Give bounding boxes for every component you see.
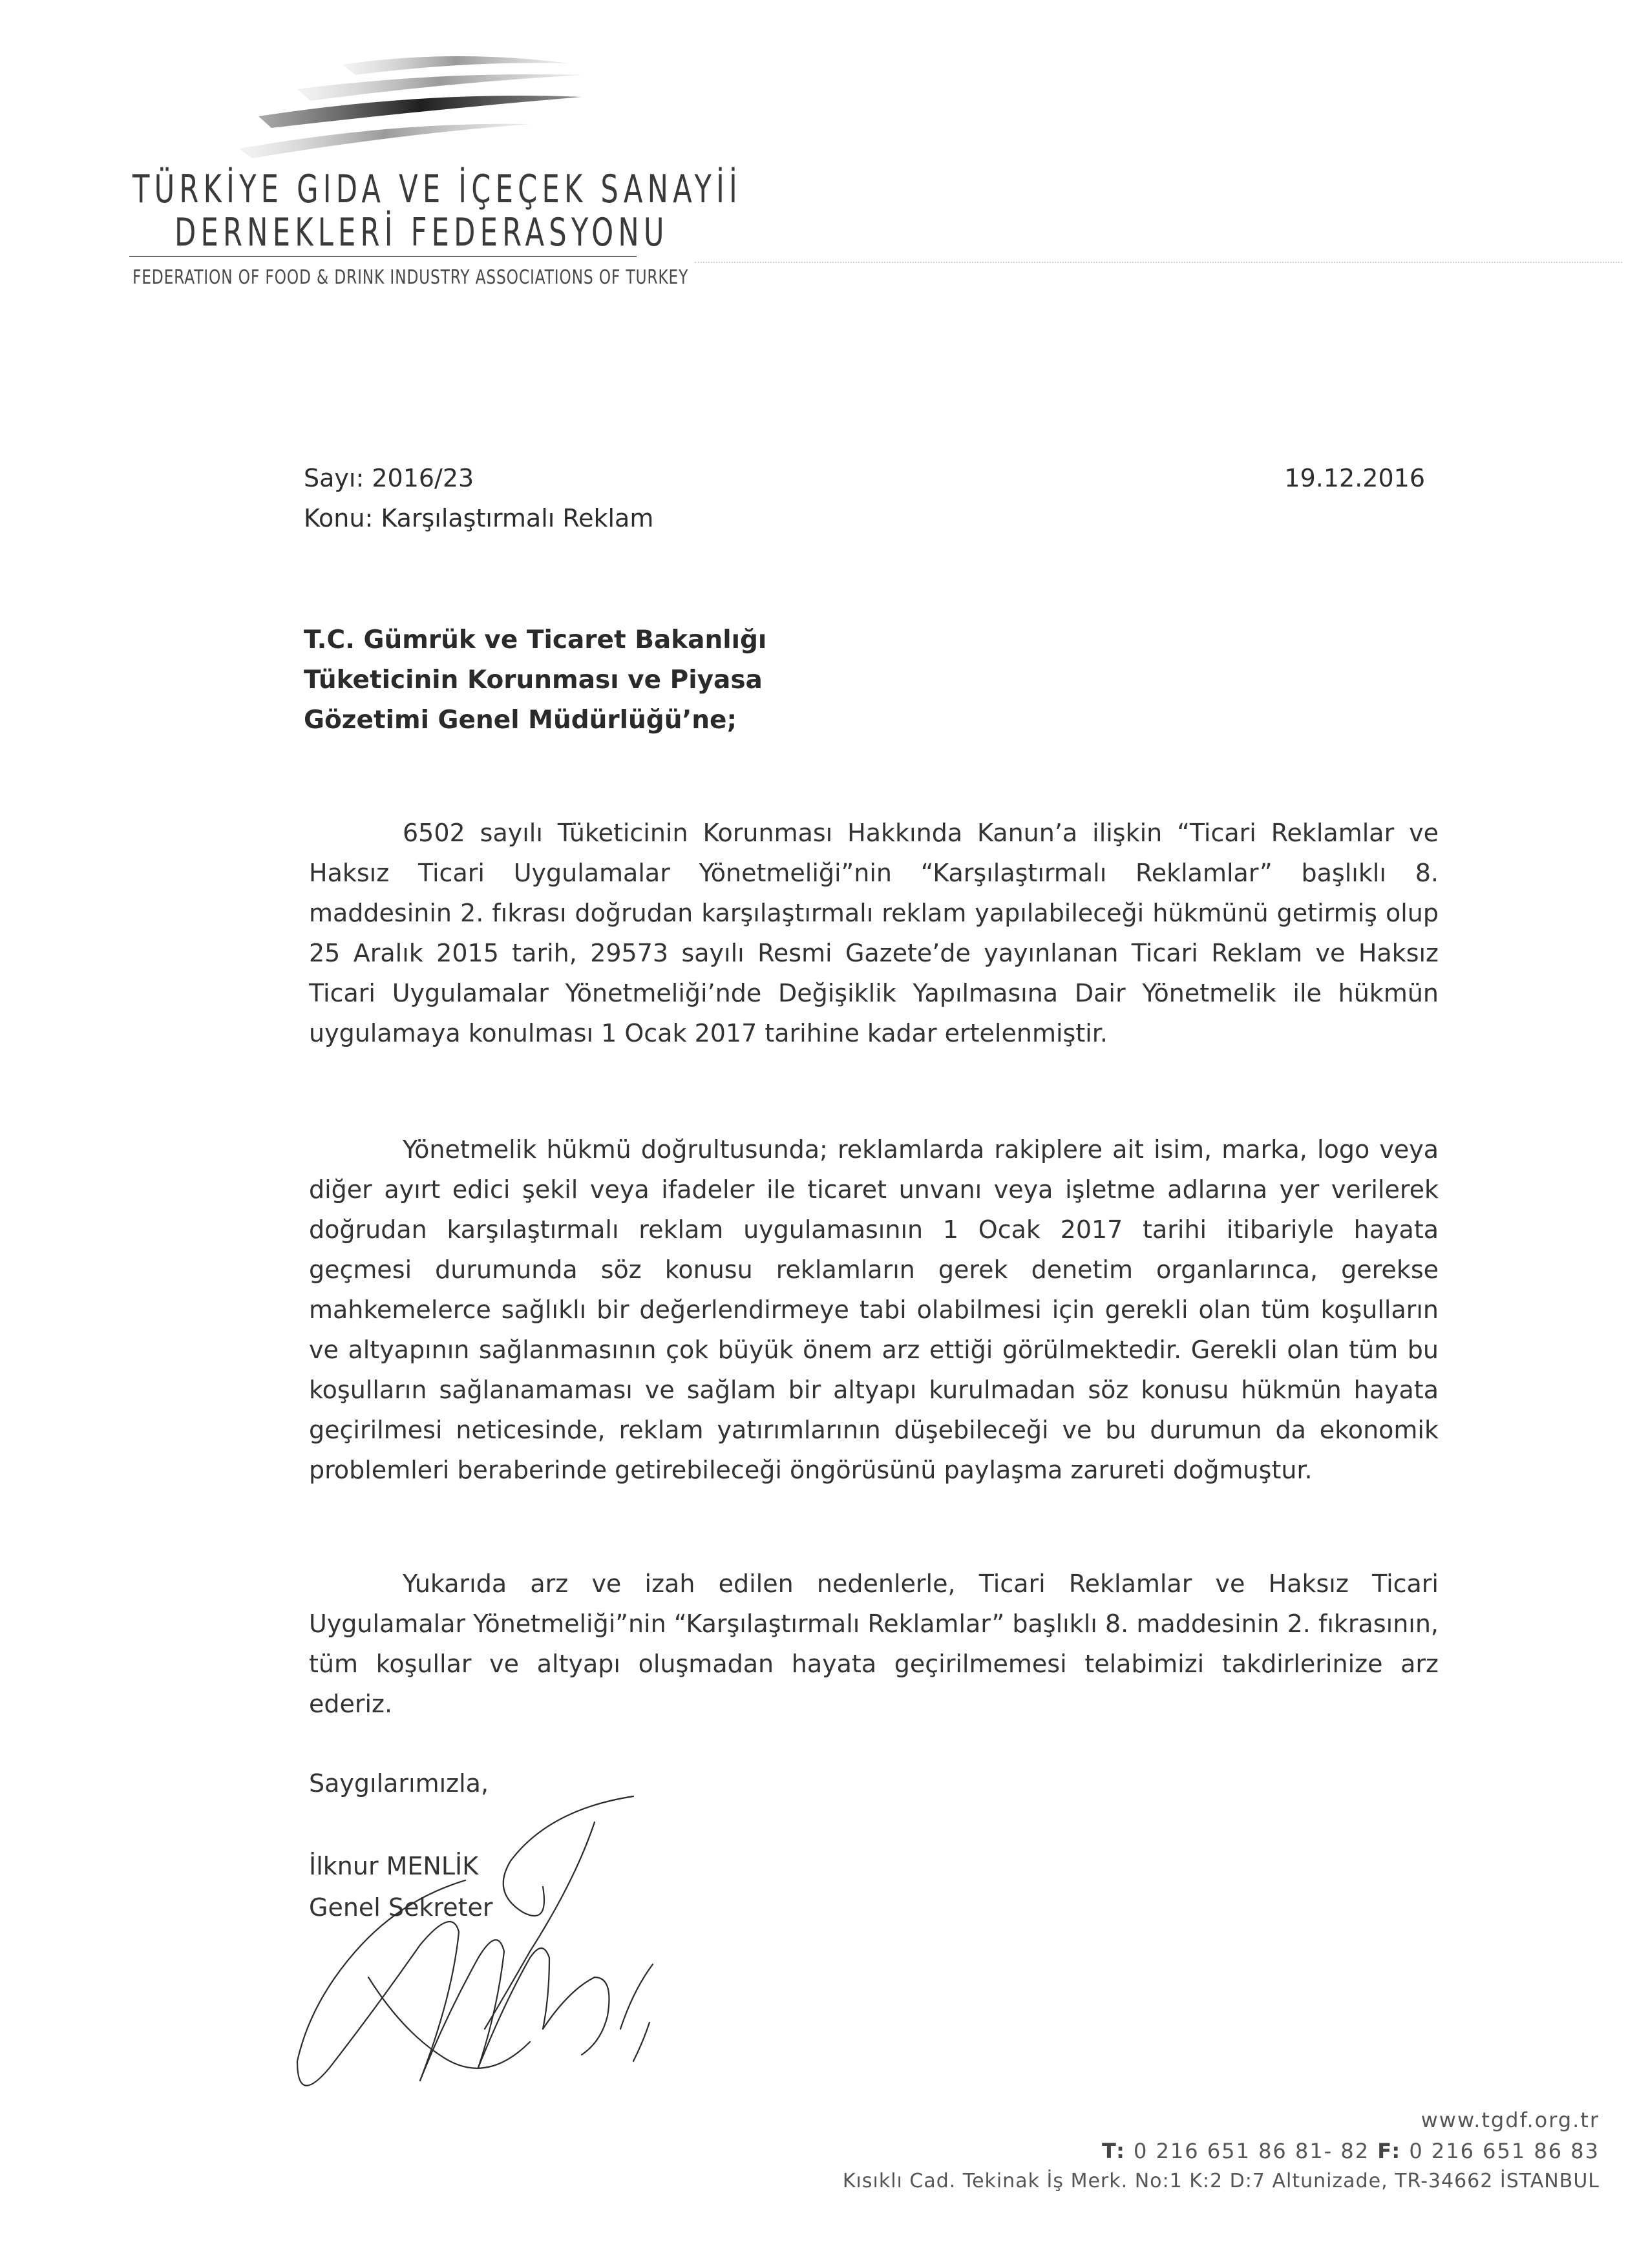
- fax-label: F:: [1377, 2139, 1402, 2163]
- reference-subject: Konu: Karşılaştırmalı Reklam: [304, 504, 654, 532]
- body-paragraph-1: 6502 sayılı Tüketicinin Korunması Hakkında Kanun’a ilişkin “Ticari Reklamlar ve Haksız Ticari Uygulamalar Yönetmeliği”nin “Karşılaştırmalı Reklamlar” başlıklı 8. maddesinin 2. fıkrası doğrudan karşılaştırmalı reklam yapılabileceği hükmünü getirmiş olup 25 Aralık 2015 tarih, 29573 sayılı Resmi Gazete’de yayınlanan Ticari Reklam ve Haksız Ticari Uygulamalar Yönetmeliği’nde Değişiklik Yapılmasına Dair Yönetmelik ile hükmün uygulamaya konulması 1 Ocak 2017 tarihine kadar ertelenmiştir.: [309, 819, 1439, 1047]
- footer-contact: [1102, 2139, 1600, 2163]
- signatory-title: Genel Sekreter: [309, 1893, 493, 1922]
- fax-number: 0 216 651 86 83: [1409, 2139, 1600, 2163]
- org-name-english: FEDERATION OF FOOD & DRINK INDUSTRY ASSOCIATIONS OF TURKEY: [132, 266, 689, 289]
- signatory-name: İlknur MENLİK: [309, 1852, 479, 1880]
- body-paragraph-3: Yukarıda arz ve izah edilen nedenlerle, Ticari Reklamlar ve Haksız Ticari Uygulamalar Yönetmeliği”nin “Karşılaştırmalı Reklamlar” başlıklı 8. maddesinin 2. fıkrasının, tüm koşullar ve altyapı oluşmadan hayata geçirilmemesi telabimizi takdirlerinize arz ederiz.: [309, 1570, 1439, 1718]
- footer-website: www.tgdf.org.tr: [1421, 2108, 1600, 2132]
- body-paragraph-2: Yönetmelik hükmü doğrultusunda; reklamlarda rakiplere ait isim, marka, logo veya diğer ayırt edici şekil veya ifadeler ile ticaret unvanı veya işletme adlarına yer verilerek doğrudan karşılaştırmalı reklam uygulamasının 1 Ocak 2017 tarihi itibariyle hayata geçmesi durumunda söz konusu reklamların gerek denetim organlarınca, gerekse mahkemelerce sağlıklı bir değerlendirmeye tabi olabilmesi için gerekli olan tüm koşulların ve altyapının sağlanmasının çok büyük önem arz ettiği görülmektedir. Gerekli olan tüm bu koşulların sağlanamaması ve sağlam bir altyapı kurulmadan söz konusu hükmün hayata geçirilmesi neticesinde, reklam yatırımlarının düşebileceği ve bu durumun da ekonomik problemleri beraberinde getirebileceği öngörüsünü paylaşma zarureti doğmuştur.: [309, 1135, 1439, 1484]
- recipient-line: Gözetimi Genel Müdürlüğü’ne;: [304, 706, 737, 735]
- letterhead-dotted-rule: [695, 262, 1622, 263]
- recipient-line: Tüketicinin Korunması ve Piyasa: [304, 666, 763, 695]
- phone-label: T:: [1101, 2139, 1126, 2163]
- letterhead-divider: [129, 256, 637, 257]
- recipient-block: [304, 620, 766, 740]
- phone-number: 0 216 651 86 81- 82: [1134, 2139, 1370, 2163]
- letter-date: 19.12.2016: [1284, 464, 1425, 492]
- handwritten-signature: [271, 1783, 672, 2119]
- reference-number: Sayı: 2016/23: [304, 464, 474, 492]
- org-name-line2: DERNEKLERİ FEDERASYONU: [174, 210, 669, 255]
- swoosh-logo-icon: [233, 52, 595, 162]
- org-name-line1: TÜRKİYE GIDA VE İÇEÇEK SANAYİİ: [132, 167, 742, 212]
- closing-regards: Saygılarımızla,: [309, 1769, 489, 1798]
- footer-address: Kısıklı Cad. Tekinak İş Merk. No:1 K:2 D:7 Altunizade, TR-34662 İSTANBUL: [842, 2170, 1600, 2192]
- recipient-line: T.C. Gümrük ve Ticaret Bakanlığı: [304, 625, 767, 655]
